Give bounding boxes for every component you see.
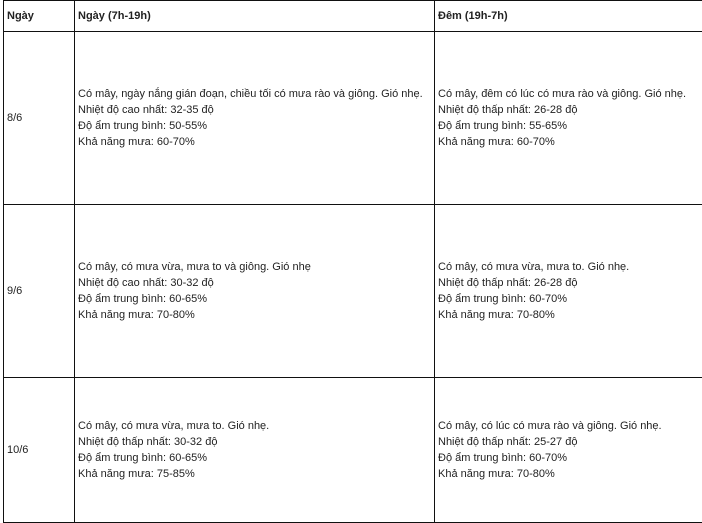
day-temperature: Nhiệt độ thấp nhất: 30-32 độ <box>78 434 428 450</box>
row-date: 8/6 <box>4 32 75 205</box>
day-rain-chance: Khả năng mưa: 75-85% <box>78 466 428 482</box>
day-humidity: Độ ẩm trung bình: 50-55% <box>78 118 428 134</box>
day-condition: Có mây, có mưa vừa, mưa to. Gió nhẹ. <box>78 418 428 434</box>
row-date: 9/6 <box>4 205 75 378</box>
day-humidity: Độ ẩm trung bình: 60-65% <box>78 291 428 307</box>
table-row <box>4 378 702 523</box>
night-condition: Có mây, có lúc có mưa rào và giông. Gió nhẹ. <box>438 418 699 434</box>
night-rain-chance: Khả năng mưa: 60-70% <box>438 134 699 150</box>
day-rain-chance: Khả năng mưa: 70-80% <box>78 307 428 323</box>
day-forecast-cell <box>75 205 435 378</box>
row-date: 10/6 <box>4 378 75 523</box>
day-temperature: Nhiệt độ cao nhất: 30-32 độ <box>78 275 428 291</box>
table-row <box>4 205 702 378</box>
header-date: Ngày <box>4 1 75 32</box>
weather-forecast-table <box>3 0 702 523</box>
day-condition: Có mây, ngày nắng gián đoạn, chiều tối có mưa rào và giông. Gió nhẹ. <box>78 86 428 102</box>
night-forecast-cell <box>435 32 702 205</box>
night-forecast-cell <box>435 205 702 378</box>
day-condition: Có mây, có mưa vừa, mưa to và giông. Gió nhẹ <box>78 259 428 275</box>
day-rain-chance: Khả năng mưa: 60-70% <box>78 134 428 150</box>
day-humidity: Độ ẩm trung bình: 60-65% <box>78 450 428 466</box>
night-humidity: Độ ẩm trung bình: 55-65% <box>438 118 699 134</box>
night-forecast-cell <box>435 378 702 523</box>
header-day: Ngày (7h-19h) <box>75 1 435 32</box>
night-temperature: Nhiệt độ thấp nhất: 26-28 độ <box>438 102 699 118</box>
table-row <box>4 32 702 205</box>
day-forecast-cell <box>75 32 435 205</box>
night-condition: Có mây, đêm có lúc có mưa rào và giông. Gió nhẹ. <box>438 86 699 102</box>
header-row <box>4 1 702 32</box>
night-temperature: Nhiệt độ thấp nhất: 25-27 độ <box>438 434 699 450</box>
night-rain-chance: Khả năng mưa: 70-80% <box>438 307 699 323</box>
day-temperature: Nhiệt độ cao nhất: 32-35 độ <box>78 102 428 118</box>
header-night: Đêm (19h-7h) <box>435 1 702 32</box>
night-condition: Có mây, có mưa vừa, mưa to. Gió nhẹ. <box>438 259 699 275</box>
night-humidity: Độ ẩm trung bình: 60-70% <box>438 291 699 307</box>
day-forecast-cell <box>75 378 435 523</box>
night-temperature: Nhiệt độ thấp nhất: 26-28 độ <box>438 275 699 291</box>
night-humidity: Độ ẩm trung bình: 60-70% <box>438 450 699 466</box>
night-rain-chance: Khả năng mưa: 70-80% <box>438 466 699 482</box>
